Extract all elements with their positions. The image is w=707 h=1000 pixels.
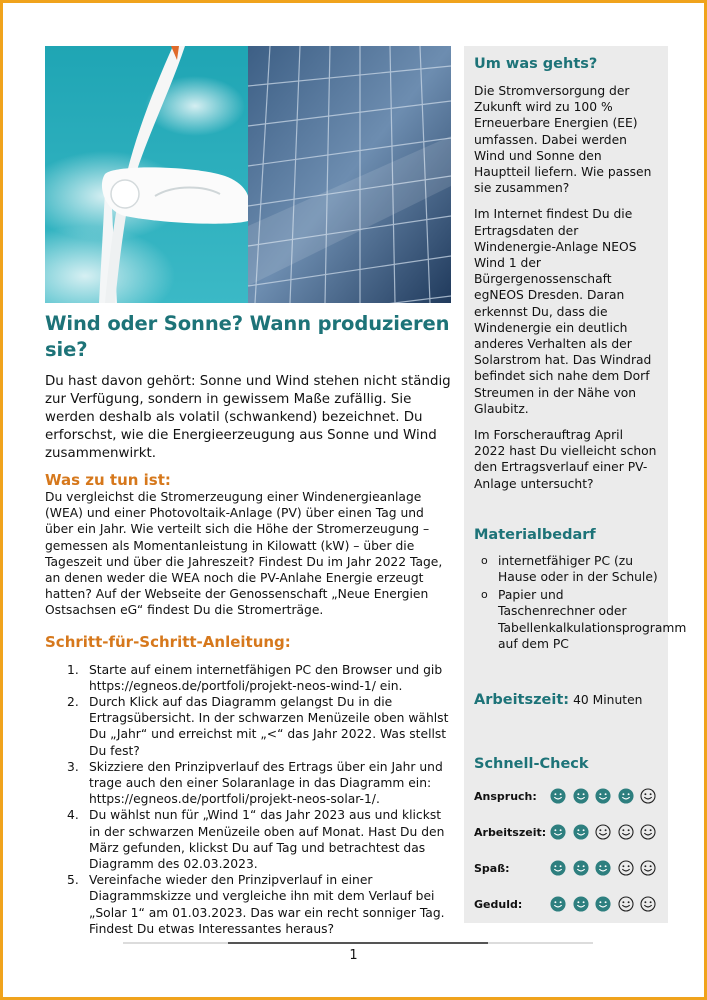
smiley-filled-icon — [595, 788, 611, 804]
rating-label: Geduld: — [474, 897, 523, 911]
step-item — [67, 807, 453, 872]
step-number: 5. — [67, 873, 79, 888]
page-number: 1 — [349, 948, 358, 963]
sidebar — [464, 46, 687, 923]
steps-list — [67, 662, 453, 937]
smiley-outline-icon — [640, 860, 656, 876]
step-item — [67, 872, 453, 937]
worktime — [474, 690, 658, 710]
rating-row — [474, 892, 658, 916]
about-paragraph: Im Forscherauftrag April 2022 hast Du vielleicht schon den Ertragsverlauf einer PV-Anlage untersucht? — [474, 428, 657, 491]
rating-label: Anspruch: — [474, 789, 537, 803]
worktime-value: 40 Minuten — [573, 693, 643, 708]
material-list — [474, 553, 687, 652]
smiley-outline-icon — [640, 824, 656, 840]
rating-faces — [550, 896, 663, 912]
step-text: Du wählst nun für „Wind 1“ das Jahr 2023 aus und klickst in der schwarzen Menüzeile oben auf Monat. Hast Du den März gefunden, klickst Du auf Tag und betrachtest das Diagramm des 02.03.2023. — [89, 808, 445, 872]
smiley-filled-icon — [550, 896, 566, 912]
about-heading: Um was gehts? — [474, 56, 598, 72]
rating-faces — [550, 860, 663, 876]
step-text: Durch Klick auf das Diagramm gelangst Du in die Ertragsübersicht. In der schwarzen Menüzeile oben wählst Du „Jahr“ und erreichst mit „<“ das Jahr 2022. Was stellst Du fest? — [89, 695, 449, 758]
intro-text: Du hast davon gehört: Sonne und Wind stehen nicht ständig zur Verfügung, sondern in gewissem Maße zufällig. Sie werden deshalb als volatil (schwankend) bezeichnet. Du erforschst, wie die Energieerzeugung aus Sonne und Wind zusammenwirkt. — [45, 374, 451, 461]
material-item — [474, 587, 687, 652]
step-text: Vereinfache wieder den Prinzipverlauf in einer Diagrammskizze und vergleiche ihn mit dem Verlauf bei „Solar 1“ am 01.03.2023. Das war ein recht sonniger Tag. Findest Du etwas Interessantes heraus? — [89, 873, 445, 936]
todo-heading: Was zu tun ist: — [45, 471, 171, 489]
footer-divider — [123, 942, 593, 944]
step-item — [67, 759, 453, 808]
rating-row — [474, 820, 658, 844]
smiley-filled-icon — [550, 824, 566, 840]
worktime-label: Arbeitszeit: — [474, 692, 570, 709]
step-text: Skizziere den Prinzipverlauf des Ertrags über ein Jahr und trage auch den einer Solaranlage in das Diagramm ein: https://egneos.de/portfoli/projekt-neos-solar-1/. — [89, 759, 443, 807]
step-text: Starte auf einem internetfähigen PC den Browser und gib https://egneos.de/portfoli/projekt-neos-wind-1/ ein. — [89, 662, 443, 693]
step-number: 2. — [67, 695, 79, 710]
smiley-filled-icon — [573, 860, 589, 876]
rating-faces — [550, 824, 663, 840]
material-text: internetfähiger PC (zu Hause oder in der Schule) — [498, 553, 658, 585]
todo-text: Du vergleichst die Stromerzeugung einer Windenergieanlage (WEA) und einer Photovoltaik-Anlage (PV) über einen Tag und über ein Jahr. Wie verteilt sich die Höhe der Stromerzeugung – gemessen als Momentanleistung in Kilowatt (kW) – über die Tageszeit und über die Jahreszeit? Findest Du im Jahr 2022 Tage, an denen weder die WEA noch die PV-Anlahe Energie erzeugt hatten? Auf der Webseite der Genossenschaft „Neue Energien Ostsachsen eG“ findest Du die Stromerträge. — [45, 490, 443, 618]
step-number: 1. — [67, 662, 79, 677]
main-column — [45, 311, 453, 937]
rating-faces — [550, 788, 663, 804]
step-item — [67, 694, 453, 759]
smiley-outline-icon — [640, 788, 656, 804]
smiley-filled-icon — [618, 788, 634, 804]
about-paragraph: Die Stromversorgung der Zukunft wird zu 100 % Erneuerbare Energien (EE) umfassen. Dabei werden Wind und Sonne den Hauptteil liefern. Wie passen sie zusammen? — [474, 84, 652, 196]
smiley-outline-icon — [618, 860, 634, 876]
about-paragraph: Im Internet findest Du die Ertragsdaten der Windenergie-Anlage NEOS Wind 1 der Bürgergenossenschaft egNEOS Dresden. Daran erkennst Du, dass die Windenergie ein deutlich anderes Verhalten als der Solarstrom hat. Das Windrad befindet sich nahe dem Dorf Streumen in der Nähe von Glaubitz. — [474, 207, 652, 416]
step-number: 4. — [67, 808, 79, 823]
smiley-filled-icon — [573, 896, 589, 912]
rating-row — [474, 784, 658, 808]
page-title: Wind oder Sonne? Wann produzieren sie? — [45, 312, 450, 361]
material-heading: Materialbedarf — [474, 526, 596, 543]
smiley-filled-icon — [550, 788, 566, 804]
hero-illustration — [45, 46, 451, 303]
smiley-filled-icon — [573, 788, 589, 804]
solar-panel-photo — [248, 46, 451, 303]
quickcheck-heading: Schnell-Check — [474, 756, 589, 773]
hero-image — [45, 46, 451, 303]
steps-heading: Schritt-für-Schritt-Anleitung: — [45, 632, 291, 651]
smiley-filled-icon — [550, 860, 566, 876]
smiley-outline-icon — [640, 896, 656, 912]
smiley-outline-icon — [595, 824, 611, 840]
smiley-outline-icon — [618, 896, 634, 912]
step-number: 3. — [67, 759, 79, 774]
material-text: Papier und Taschenrechner oder Tabellenkalkulationsprogramm auf dem PC — [498, 588, 687, 651]
rating-row — [474, 856, 658, 880]
smiley-outline-icon — [618, 824, 634, 840]
circle-bullet-icon: o — [481, 588, 488, 602]
rating-label: Spaß: — [474, 861, 510, 875]
smiley-filled-icon — [595, 860, 611, 876]
wind-turbine-photo — [45, 46, 248, 303]
rating-label: Arbeitszeit: — [474, 825, 547, 839]
circle-bullet-icon: o — [481, 553, 488, 567]
step-item — [67, 662, 453, 694]
smiley-filled-icon — [595, 896, 611, 912]
smiley-filled-icon — [573, 824, 589, 840]
material-item — [474, 553, 658, 585]
